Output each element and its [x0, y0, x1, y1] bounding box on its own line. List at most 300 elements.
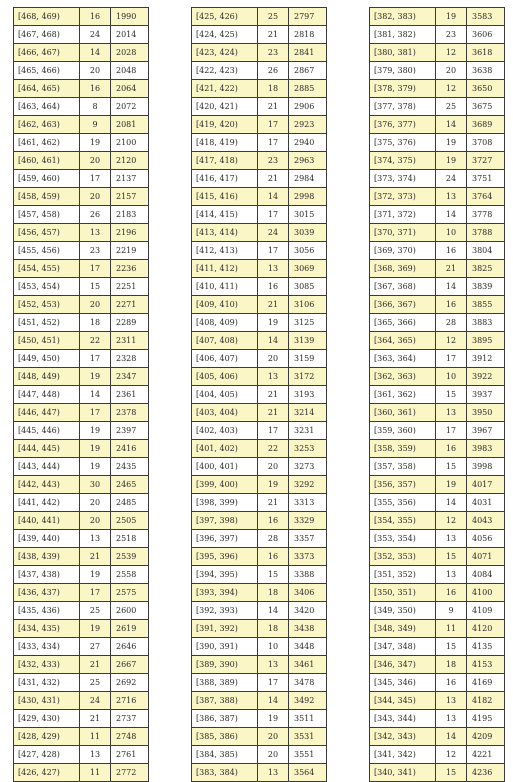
cumulative-cell: 3329	[289, 512, 327, 530]
interval-cell: [347, 348)	[370, 638, 436, 656]
cumulative-cell: 2963	[289, 152, 327, 170]
frequency-table-1	[13, 7, 149, 782]
count-cell: 17	[258, 674, 289, 692]
interval-cell: [462, 463)	[14, 116, 80, 134]
cumulative-cell: 2667	[111, 656, 149, 674]
count-cell: 14	[258, 692, 289, 710]
interval-cell: [456, 457)	[14, 224, 80, 242]
interval-cell: [398, 399)	[192, 494, 258, 512]
count-cell: 19	[258, 710, 289, 728]
count-cell: 9	[80, 116, 111, 134]
count-cell: 16	[436, 674, 467, 692]
count-cell: 23	[436, 26, 467, 44]
table-row	[370, 98, 505, 116]
cumulative-cell: 2435	[111, 458, 149, 476]
cumulative-cell: 3689	[467, 116, 505, 134]
count-cell: 21	[258, 386, 289, 404]
interval-cell: [357, 358)	[370, 458, 436, 476]
count-cell: 20	[258, 350, 289, 368]
interval-cell: [400, 401)	[192, 458, 258, 476]
cumulative-cell: 2885	[289, 80, 327, 98]
table-body	[14, 8, 149, 782]
count-cell: 14	[80, 44, 111, 62]
table-row	[370, 134, 505, 152]
table-row	[192, 368, 327, 386]
interval-cell: [442, 443)	[14, 476, 80, 494]
interval-cell: [468, 469)	[14, 8, 80, 26]
interval-cell: [344, 345)	[370, 692, 436, 710]
interval-cell: [415, 416)	[192, 188, 258, 206]
count-cell: 23	[258, 152, 289, 170]
interval-cell: [354, 355)	[370, 512, 436, 530]
interval-cell: [434, 435)	[14, 620, 80, 638]
count-cell: 14	[436, 206, 467, 224]
interval-cell: [358, 359)	[370, 440, 436, 458]
table-row	[192, 224, 327, 242]
interval-cell: [420, 421)	[192, 98, 258, 116]
cumulative-cell: 2737	[111, 710, 149, 728]
table-row	[370, 242, 505, 260]
table-row	[192, 188, 327, 206]
table-row	[370, 404, 505, 422]
cumulative-cell: 2984	[289, 170, 327, 188]
cumulative-cell: 4209	[467, 728, 505, 746]
count-cell: 13	[258, 368, 289, 386]
cumulative-cell: 2575	[111, 584, 149, 602]
count-cell: 13	[80, 224, 111, 242]
interval-cell: [401, 402)	[192, 440, 258, 458]
table-row	[192, 206, 327, 224]
table-row	[370, 638, 505, 656]
cumulative-cell: 2120	[111, 152, 149, 170]
cumulative-cell: 3511	[289, 710, 327, 728]
table-row	[14, 584, 149, 602]
count-cell: 17	[258, 206, 289, 224]
cumulative-cell: 2692	[111, 674, 149, 692]
table-row	[14, 404, 149, 422]
cumulative-cell: 2465	[111, 476, 149, 494]
count-cell: 21	[80, 656, 111, 674]
table-row	[192, 116, 327, 134]
table-row	[370, 368, 505, 386]
interval-cell: [465, 466)	[14, 62, 80, 80]
count-cell: 25	[80, 674, 111, 692]
interval-cell: [460, 461)	[14, 152, 80, 170]
count-cell: 13	[258, 656, 289, 674]
count-cell: 18	[258, 584, 289, 602]
table-row	[370, 602, 505, 620]
frequency-table-3	[369, 7, 505, 782]
table-row	[370, 206, 505, 224]
cumulative-cell: 2416	[111, 440, 149, 458]
count-cell: 9	[436, 602, 467, 620]
count-cell: 15	[258, 566, 289, 584]
table-row	[14, 620, 149, 638]
interval-cell: [388, 389)	[192, 674, 258, 692]
interval-cell: [367, 368)	[370, 278, 436, 296]
table-row	[14, 206, 149, 224]
table-row	[192, 260, 327, 278]
interval-cell: [353, 354)	[370, 530, 436, 548]
count-cell: 19	[80, 368, 111, 386]
cumulative-cell: 2014	[111, 26, 149, 44]
cumulative-cell: 2518	[111, 530, 149, 548]
table-row	[370, 350, 505, 368]
cumulative-cell: 4153	[467, 656, 505, 674]
count-cell: 15	[436, 548, 467, 566]
cumulative-cell: 2361	[111, 386, 149, 404]
interval-cell: [341, 342)	[370, 746, 436, 764]
cumulative-cell: 3406	[289, 584, 327, 602]
table-row	[14, 674, 149, 692]
interval-cell: [455, 456)	[14, 242, 80, 260]
cumulative-cell: 2397	[111, 422, 149, 440]
cumulative-cell: 3125	[289, 314, 327, 332]
interval-cell: [408, 409)	[192, 314, 258, 332]
count-cell: 23	[80, 242, 111, 260]
interval-cell: [429, 430)	[14, 710, 80, 728]
table-row	[14, 152, 149, 170]
cumulative-cell: 3922	[467, 368, 505, 386]
interval-cell: [399, 400)	[192, 476, 258, 494]
cumulative-cell: 2048	[111, 62, 149, 80]
count-cell: 19	[436, 476, 467, 494]
count-cell: 14	[436, 278, 467, 296]
count-cell: 12	[436, 80, 467, 98]
count-cell: 11	[80, 728, 111, 746]
cumulative-cell: 2906	[289, 98, 327, 116]
count-cell: 19	[80, 620, 111, 638]
interval-cell: [427, 428)	[14, 746, 80, 764]
table-row	[192, 332, 327, 350]
count-cell: 17	[80, 170, 111, 188]
interval-cell: [343, 344)	[370, 710, 436, 728]
count-cell: 19	[80, 440, 111, 458]
table-row	[14, 440, 149, 458]
count-cell: 15	[436, 458, 467, 476]
table-row	[370, 458, 505, 476]
table-row	[192, 134, 327, 152]
interval-cell: [369, 370)	[370, 242, 436, 260]
table-row	[192, 62, 327, 80]
table-row	[370, 386, 505, 404]
table-row	[192, 422, 327, 440]
interval-cell: [370, 371)	[370, 224, 436, 242]
table-row	[192, 674, 327, 692]
interval-cell: [342, 343)	[370, 728, 436, 746]
count-cell: 17	[80, 404, 111, 422]
interval-cell: [445, 446)	[14, 422, 80, 440]
interval-cell: [413, 414)	[192, 224, 258, 242]
cumulative-cell: 2064	[111, 80, 149, 98]
interval-cell: [463, 464)	[14, 98, 80, 116]
count-cell: 14	[436, 494, 467, 512]
interval-cell: [394, 395)	[192, 566, 258, 584]
table-row	[192, 764, 327, 782]
cumulative-cell: 2271	[111, 296, 149, 314]
count-cell: 13	[80, 530, 111, 548]
count-cell: 19	[80, 458, 111, 476]
cumulative-cell: 3085	[289, 278, 327, 296]
count-cell: 13	[80, 746, 111, 764]
count-cell: 19	[436, 134, 467, 152]
cumulative-cell: 3357	[289, 530, 327, 548]
cumulative-cell: 3159	[289, 350, 327, 368]
interval-cell: [433, 434)	[14, 638, 80, 656]
cumulative-cell: 3214	[289, 404, 327, 422]
interval-cell: [439, 440)	[14, 530, 80, 548]
interval-cell: [368, 369)	[370, 260, 436, 278]
interval-cell: [452, 453)	[14, 296, 80, 314]
interval-cell: [377, 378)	[370, 98, 436, 116]
count-cell: 15	[436, 764, 467, 782]
count-cell: 25	[80, 602, 111, 620]
cumulative-cell: 2505	[111, 512, 149, 530]
count-cell: 19	[80, 134, 111, 152]
table-row	[14, 602, 149, 620]
cumulative-cell: 4031	[467, 494, 505, 512]
interval-cell: [431, 432)	[14, 674, 80, 692]
cumulative-cell: 2772	[111, 764, 149, 782]
interval-cell: [355, 356)	[370, 494, 436, 512]
interval-cell: [423, 424)	[192, 44, 258, 62]
cumulative-cell: 2289	[111, 314, 149, 332]
interval-cell: [438, 439)	[14, 548, 80, 566]
cumulative-cell: 2867	[289, 62, 327, 80]
table-row	[192, 494, 327, 512]
table-row	[370, 548, 505, 566]
cumulative-cell: 2539	[111, 548, 149, 566]
count-cell: 16	[258, 512, 289, 530]
interval-cell: [435, 436)	[14, 602, 80, 620]
count-cell: 13	[436, 404, 467, 422]
cumulative-cell: 3650	[467, 80, 505, 98]
table-row	[14, 386, 149, 404]
table-row	[192, 476, 327, 494]
interval-cell: [390, 391)	[192, 638, 258, 656]
count-cell: 17	[80, 350, 111, 368]
interval-cell: [428, 429)	[14, 728, 80, 746]
interval-cell: [383, 384)	[192, 764, 258, 782]
cumulative-cell: 3139	[289, 332, 327, 350]
interval-cell: [437, 438)	[14, 566, 80, 584]
cumulative-cell: 2196	[111, 224, 149, 242]
interval-cell: [391, 392)	[192, 620, 258, 638]
cumulative-cell: 3564	[289, 764, 327, 782]
interval-cell: [375, 376)	[370, 134, 436, 152]
interval-cell: [389, 390)	[192, 656, 258, 674]
table-row	[192, 314, 327, 332]
table-row	[14, 422, 149, 440]
table-row	[370, 44, 505, 62]
table-row	[14, 746, 149, 764]
interval-cell: [453, 454)	[14, 278, 80, 296]
cumulative-cell: 2219	[111, 242, 149, 260]
interval-cell: [361, 362)	[370, 386, 436, 404]
interval-cell: [457, 458)	[14, 206, 80, 224]
cumulative-cell: 2328	[111, 350, 149, 368]
cumulative-cell: 4017	[467, 476, 505, 494]
table-row	[14, 728, 149, 746]
cumulative-cell: 3448	[289, 638, 327, 656]
table-row	[14, 710, 149, 728]
cumulative-cell: 3804	[467, 242, 505, 260]
count-cell: 17	[80, 584, 111, 602]
count-cell: 13	[436, 692, 467, 710]
interval-cell: [387, 388)	[192, 692, 258, 710]
table-row	[370, 764, 505, 782]
interval-cell: [447, 448)	[14, 386, 80, 404]
cumulative-cell: 4135	[467, 638, 505, 656]
cumulative-cell: 3778	[467, 206, 505, 224]
table-row	[370, 116, 505, 134]
count-cell: 28	[436, 314, 467, 332]
count-cell: 20	[258, 746, 289, 764]
table-row	[370, 728, 505, 746]
cumulative-cell: 3883	[467, 314, 505, 332]
count-cell: 10	[258, 638, 289, 656]
interval-cell: [467, 468)	[14, 26, 80, 44]
cumulative-cell: 3967	[467, 422, 505, 440]
count-cell: 16	[258, 278, 289, 296]
count-cell: 20	[80, 152, 111, 170]
count-cell: 12	[436, 44, 467, 62]
table-row	[192, 170, 327, 188]
table-row	[192, 98, 327, 116]
count-cell: 18	[258, 80, 289, 98]
table-row	[14, 44, 149, 62]
count-cell: 17	[436, 350, 467, 368]
count-cell: 19	[258, 314, 289, 332]
table-row	[192, 620, 327, 638]
table-row	[192, 530, 327, 548]
cumulative-cell: 2347	[111, 368, 149, 386]
interval-cell: [458, 459)	[14, 188, 80, 206]
count-cell: 24	[436, 170, 467, 188]
table-row	[14, 566, 149, 584]
count-cell: 22	[80, 332, 111, 350]
cumulative-cell: 3998	[467, 458, 505, 476]
cumulative-cell: 3531	[289, 728, 327, 746]
interval-cell: [379, 380)	[370, 62, 436, 80]
cumulative-cell: 4109	[467, 602, 505, 620]
interval-cell: [418, 419)	[192, 134, 258, 152]
interval-cell: [376, 377)	[370, 116, 436, 134]
table-row	[14, 656, 149, 674]
cumulative-cell: 4084	[467, 566, 505, 584]
cumulative-cell: 3231	[289, 422, 327, 440]
count-cell: 14	[258, 188, 289, 206]
table-row	[192, 602, 327, 620]
interval-cell: [448, 449)	[14, 368, 80, 386]
count-cell: 16	[436, 440, 467, 458]
table-row	[14, 350, 149, 368]
cumulative-cell: 3069	[289, 260, 327, 278]
count-cell: 14	[80, 386, 111, 404]
table-row	[370, 440, 505, 458]
interval-cell: [378, 379)	[370, 80, 436, 98]
interval-cell: [397, 398)	[192, 512, 258, 530]
count-cell: 17	[258, 422, 289, 440]
table-row	[370, 332, 505, 350]
count-cell: 16	[436, 296, 467, 314]
interval-cell: [411, 412)	[192, 260, 258, 278]
cumulative-cell: 2028	[111, 44, 149, 62]
cumulative-cell: 3855	[467, 296, 505, 314]
count-cell: 19	[258, 476, 289, 494]
table-row	[14, 296, 149, 314]
interval-cell: [405, 406)	[192, 368, 258, 386]
interval-cell: [395, 396)	[192, 548, 258, 566]
interval-cell: [416, 417)	[192, 170, 258, 188]
cumulative-cell: 2600	[111, 602, 149, 620]
count-cell: 19	[436, 152, 467, 170]
count-cell: 19	[80, 422, 111, 440]
count-cell: 12	[436, 746, 467, 764]
cumulative-cell: 2716	[111, 692, 149, 710]
table-row	[192, 656, 327, 674]
interval-cell: [466, 467)	[14, 44, 80, 62]
table-row	[14, 692, 149, 710]
cumulative-cell: 3606	[467, 26, 505, 44]
interval-cell: [362, 363)	[370, 368, 436, 386]
table-row	[192, 548, 327, 566]
count-cell: 14	[436, 728, 467, 746]
interval-cell: [393, 394)	[192, 584, 258, 602]
cumulative-cell: 4182	[467, 692, 505, 710]
cumulative-cell: 3388	[289, 566, 327, 584]
interval-cell: [340, 341)	[370, 764, 436, 782]
table-row	[192, 296, 327, 314]
interval-cell: [366, 367)	[370, 296, 436, 314]
cumulative-cell: 3839	[467, 278, 505, 296]
count-cell: 21	[80, 710, 111, 728]
cumulative-cell: 1990	[111, 8, 149, 26]
count-cell: 17	[258, 242, 289, 260]
interval-cell: [426, 427)	[14, 764, 80, 782]
interval-cell: [444, 445)	[14, 440, 80, 458]
interval-cell: [451, 452)	[14, 314, 80, 332]
cumulative-cell: 3492	[289, 692, 327, 710]
interval-cell: [363, 364)	[370, 350, 436, 368]
cumulative-cell: 3461	[289, 656, 327, 674]
cumulative-cell: 3583	[467, 8, 505, 26]
cumulative-cell: 2558	[111, 566, 149, 584]
interval-cell: [461, 462)	[14, 134, 80, 152]
table-row	[14, 368, 149, 386]
interval-cell: [380, 381)	[370, 44, 436, 62]
interval-cell: [417, 418)	[192, 152, 258, 170]
interval-cell: [436, 437)	[14, 584, 80, 602]
interval-cell: [450, 451)	[14, 332, 80, 350]
table-row	[14, 278, 149, 296]
cumulative-cell: 2761	[111, 746, 149, 764]
table-row	[14, 224, 149, 242]
table-row	[14, 314, 149, 332]
table-row	[370, 152, 505, 170]
count-cell: 20	[80, 512, 111, 530]
count-cell: 17	[258, 116, 289, 134]
table-row	[370, 620, 505, 638]
cumulative-cell: 3950	[467, 404, 505, 422]
count-cell: 13	[258, 764, 289, 782]
count-cell: 21	[258, 26, 289, 44]
cumulative-cell: 3912	[467, 350, 505, 368]
count-cell: 18	[258, 620, 289, 638]
interval-cell: [365, 366)	[370, 314, 436, 332]
count-cell: 22	[258, 440, 289, 458]
table-row	[370, 296, 505, 314]
